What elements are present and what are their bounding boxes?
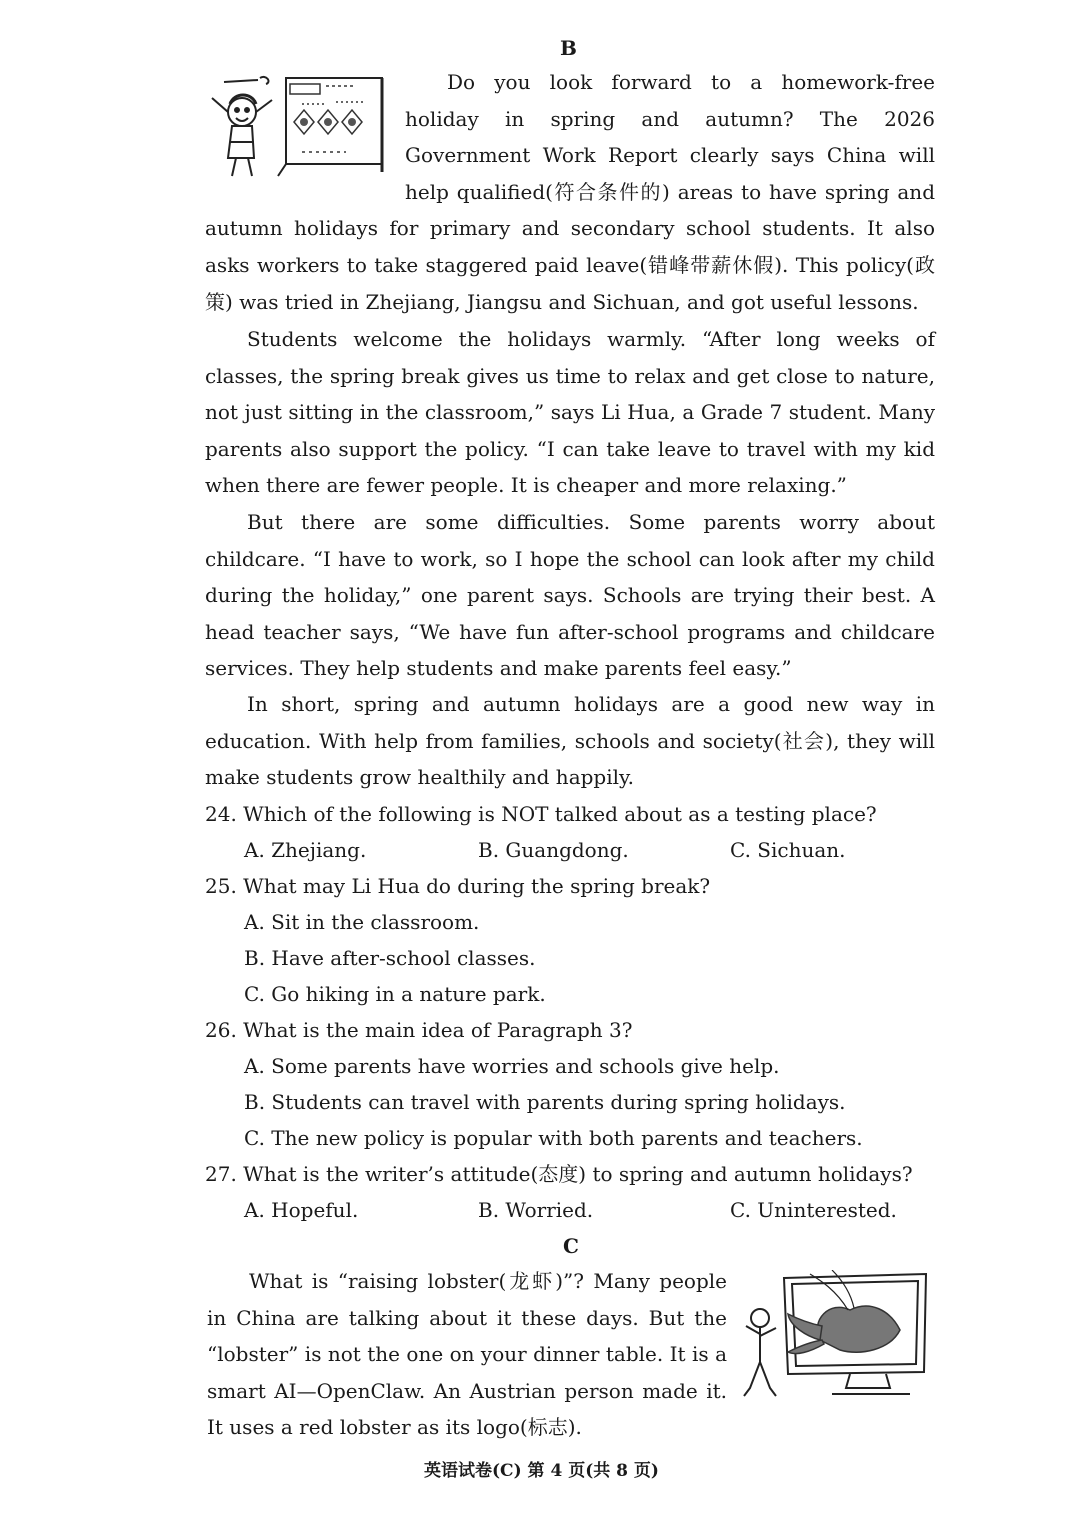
section-b-paragraph-1	[205, 64, 935, 320]
question-26-option-c[interactable]: C. The new policy is popular with both parents and teachers.	[244, 1126, 863, 1150]
question-24-option-c[interactable]: C. Sichuan.	[730, 838, 846, 862]
section-c-paragraph-1: What is “raising lobster(龙虾)”? Many people in China are talking about it these days. But the “lobster” is not the one on your dinner table. It is a smart AI—OpenClaw. An Austrian person made it. It uses a red lobster as its logo(标志).	[207, 1269, 727, 1440]
question-27-option-c[interactable]: C. Uninterested.	[730, 1198, 897, 1222]
question-25-option-a[interactable]: A. Sit in the classroom.	[244, 910, 480, 934]
question-26-stem: 26. What is the main idea of Paragraph 3?	[205, 1018, 633, 1042]
figure-spacer	[205, 64, 405, 210]
question-26-option-a[interactable]: A. Some parents have worries and schools give help.	[244, 1054, 780, 1078]
paragraph-1-text: Do you look forward to a homework-free holiday in spring and autumn? The 2026 Government Work Report clearly says China will help qualified(符合条件的) areas to have spring and autumn holidays for primary and secondary school students. It also asks workers to take staggered paid leave(错峰带薪休假). This policy(政策) was tried in Zhejiang, Jiangsu and Sichuan, and got useful lessons.	[205, 70, 935, 314]
question-25-stem: 25. What may Li Hua do during the spring break?	[205, 874, 711, 898]
section-b-title: B	[560, 36, 577, 60]
question-24-option-a[interactable]: A. Zhejiang.	[244, 838, 367, 862]
section-b-paragraph-3: But there are some difficulties. Some parents worry about childcare. “I have to work, so I hope the school can look after my child during the holiday,” one parent says. Schools are trying their best. A head teacher says, “We have fun after-school programs and childcare services. They help students and make parents feel easy.”	[205, 510, 935, 681]
question-27-stem: 27. What is the writer’s attitude(态度) to spring and autumn holidays?	[205, 1162, 913, 1186]
question-27-option-a[interactable]: A. Hopeful.	[244, 1198, 359, 1222]
question-26-option-b[interactable]: B. Students can travel with parents during spring holidays.	[244, 1090, 846, 1114]
question-25-option-c[interactable]: C. Go hiking in a nature park.	[244, 982, 546, 1006]
section-b-paragraph-2: Students welcome the holidays warmly. “After long weeks of classes, the spring break gives us time to relax and get close to nature, not just sitting in the classroom,” says Li Hua, a Grade 7 student. Many parents also support the policy. “I can take leave to travel with my kid when there are fewer people. It is cheaper and more relaxing.”	[205, 327, 935, 498]
page-footer: 英语试卷(C) 第 4 页(共 8 页)	[424, 1461, 659, 1481]
section-b-paragraph-4: In short, spring and autumn holidays are a good new way in education. With help from families, schools and society(社会), they will make students grow healthily and happily.	[205, 692, 935, 790]
lobster-ai-illustration	[740, 1270, 932, 1402]
question-24-stem: 24. Which of the following is NOT talked about as a testing place?	[205, 802, 877, 826]
question-27-option-b[interactable]: B. Worried.	[478, 1198, 594, 1222]
question-24-option-b[interactable]: B. Guangdong.	[478, 838, 629, 862]
question-25-option-b[interactable]: B. Have after-school classes.	[244, 946, 536, 970]
section-c-title: C	[563, 1234, 579, 1258]
